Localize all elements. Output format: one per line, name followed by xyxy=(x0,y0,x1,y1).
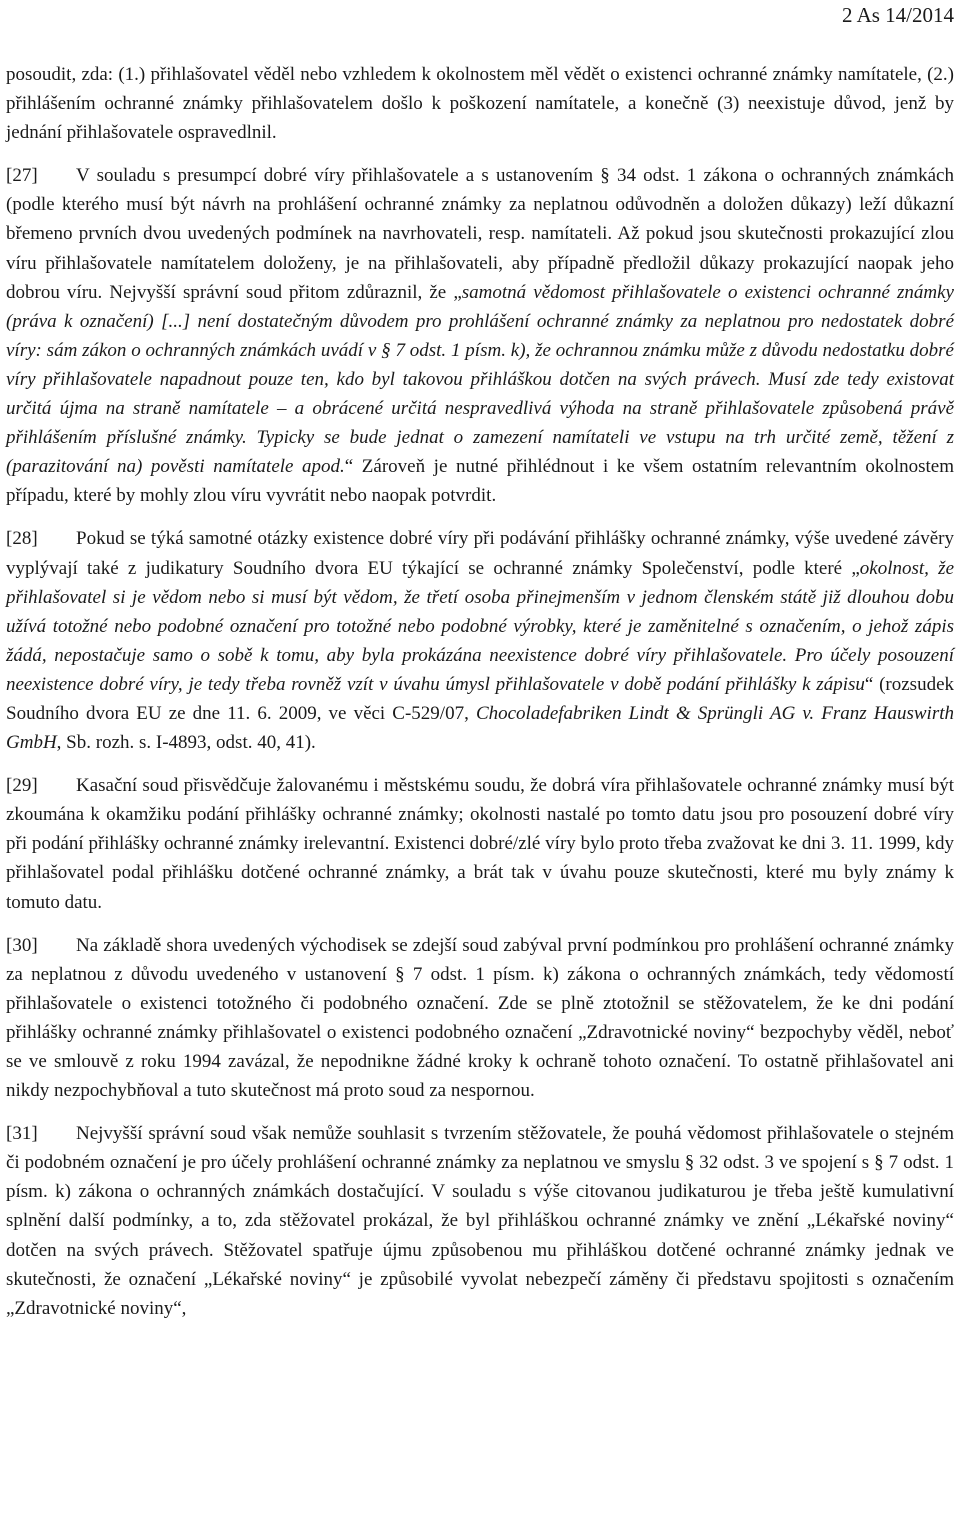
paragraph-text: “ (rozsudek Soudního dvora EU ze dne 11. 6. 2009, ve věci C-529/07, xyxy=(6,673,954,724)
quoted-text: okolnost, že přihlašovatel si je vědom nebo si musí být vědom, že třetí osoba přinejmenším v jednom členském státě již dlouhou dobu užívá totožné nebo podobné označení pro totožné nebo podobné výrobky, které je zaměnitelné s označením, o jehož zápis žádá, nepostačuje samo o sobě k tomu, aby byla prokázána neexistence dobré víry přihlašovatele. Pro účely posouzení neexistence dobré víry, je tedy třeba rovněž vzít v úvahu úmysl přihlašovatele v době podání přihlášky k zápisu xyxy=(6,557,954,695)
paragraph-text: Pokud se týká samotné otázky existence dobré víry při podávání přihlášky ochranné známky, výše uvedené závěry vyplývají také z judikatury Soudního dvora EU týkající se ochranné známky Společenství, podle které „ xyxy=(6,528,954,579)
paragraph-number: [31] xyxy=(6,1123,38,1145)
paragraph-number: [27] xyxy=(6,165,38,187)
paragraph-text: “ Zároveň je nutné přihlédnout i ke všem ostatním relevantním okolnostem případu, které by mohly zlou víru vyvrátit nebo naopak potvrdit. xyxy=(6,456,954,507)
paragraph-number: [28] xyxy=(6,528,38,550)
document-body xyxy=(6,60,954,1337)
paragraph-28 xyxy=(6,524,954,757)
quoted-text: Chocoladefabriken Lindt & Sprüngli AG v. Franz Hauswirth GmbH xyxy=(6,702,954,754)
paragraph-number: [29] xyxy=(6,775,38,797)
paragraph-intro xyxy=(6,60,954,147)
paragraph-31 xyxy=(6,1119,954,1323)
paragraph-30 xyxy=(6,931,954,1106)
paragraph-text: Na základě shora uvedených východisek se zdejší soud zabýval první podmínkou pro prohlášení ochranné známky za neplatnou z důvodu uvedeného v ustanovení § 7 odst. 1 písm. k) zákona o ochranných známkách, tedy vědomostí přihlašovatele o existenci totožného či podobného označení. Zde se plně ztotožnil se stěžovatelem, že ke dni podání přihlášky ochranné známky přihlašovatel o existenci podobného označení „Zdravotnické noviny“ bezpochyby věděl, neboť se ve smlouvě z roku 1994 zavázal, že nepodnikne žádné kroky k ochraně tohoto označení. To ostatně přihlašovatel ani nikdy nezpochybňoval a tuto skutečnost má proto soud za nespornou. xyxy=(6,934,954,1102)
paragraph-text: V souladu s presumpcí dobré víry přihlašovatele a s ustanovením § 34 odst. 1 zákona o ochranných známkách (podle kterého musí být návrh na prohlášení ochranné známky za neplatnou odůvodněn a doložen důkazy) leží důkazní břemeno prvních dvou uvedených podmínek na navrhovateli, resp. namítateli. Až pokud jsou skutečnosti prokazující zlou víru přihlašovatele namítatelem doloženy, je na přihlašovateli, aby případně předložil důkazy prokazující naopak jeho dobrou víru. Nejvyšší správní soud přitom zdůraznil, že „ xyxy=(6,165,954,303)
paragraph-text: posoudit, zda: (1.) přihlašovatel věděl nebo vzhledem k okolnostem měl vědět o existenci ochranné známky namítatele, (2.) přihlášením ochranné známky přihlašovatelem došlo k poškození namítatele, a konečně (3) neexistuje důvod, jenž by jednání přihlašovatele ospravedlnil. xyxy=(6,64,954,144)
quoted-text: samotná vědomost přihlašovatele o existenci ochranné známky (práva k označení) [...] není dostatečným důvodem pro prohlášení ochranné známky za neplatnou pro nedostatek dobré víry: sám zákon o ochranných známkách uvádí v § 7 odst. 1 písm. k), že ochrannou známku může z důvodu nedostatku dobré víry přihlašovatele napadnout pouze ten, kdo byl takovou přihláškou dotčen na svých právech. Musí zde tedy existovat určitá újma na straně namítatele – a obrácené určitá nespravedlivá výhoda na straně přihlašovatele způsobená právě přihlášením příslušné známky. Typicky se bude jednat o zamezení namítateli ve vstupu na trh určité země, těžení z (parazitování na) pověsti namítatele apod. xyxy=(6,281,954,478)
paragraph-text: , Sb. rozh. s. I-4893, odst. 40, 41). xyxy=(56,732,316,754)
paragraph-29 xyxy=(6,771,954,916)
paragraph-text: Nejvyšší správní soud však nemůže souhlasit s tvrzením stěžovatele, že pouhá vědomost přihlašovatele o stejném či podobném označení je pro účely prohlášení ochranné známky za neplatnou ve smyslu § 32 odst. 3 ve spojení s § 7 odst. 1 písm. k) zákona o ochranných známkách dostačující. V souladu s výše citovanou judikaturou je třeba ještě kumulativní splnění další podmínky, a to, zda stěžovatel prokázal, že byl přihláškou ochranné známky ve znění „Lékařské noviny“ dotčen na svých právech. Stěžovatel spatřuje újmu způsobenou mu přihláškou dotčené ochranné známky jednak ve skutečnosti, že označení „Lékařské noviny“ je způsobilé vyvolat nebezpečí záměny či představu spojitosti s označením „Zdravotnické noviny“, xyxy=(6,1123,954,1319)
paragraph-number: [30] xyxy=(6,934,38,956)
paragraph-text: Kasační soud přisvědčuje žalovanému i městskému soudu, že dobrá víra přihlašovatele ochranné známky musí být zkoumána k okamžiku podání přihlášky ochranné známky; okolnosti nastalé po tomto datu jsou pro posouzení dobré víry při podání přihlášky ochranné známky irelevantní. Existenci dobré/zlé víry bylo proto třeba zvažovat ke dni 3. 11. 1999, kdy přihlašovatel podal přihlášku dotčené ochranné známky, a brát tak v úvahu pouze skutečnosti, které mu byly známy k tomuto datu. xyxy=(6,775,954,913)
paragraph-27 xyxy=(6,161,954,510)
case-number-header: 2 As 14/2014 xyxy=(841,3,954,27)
